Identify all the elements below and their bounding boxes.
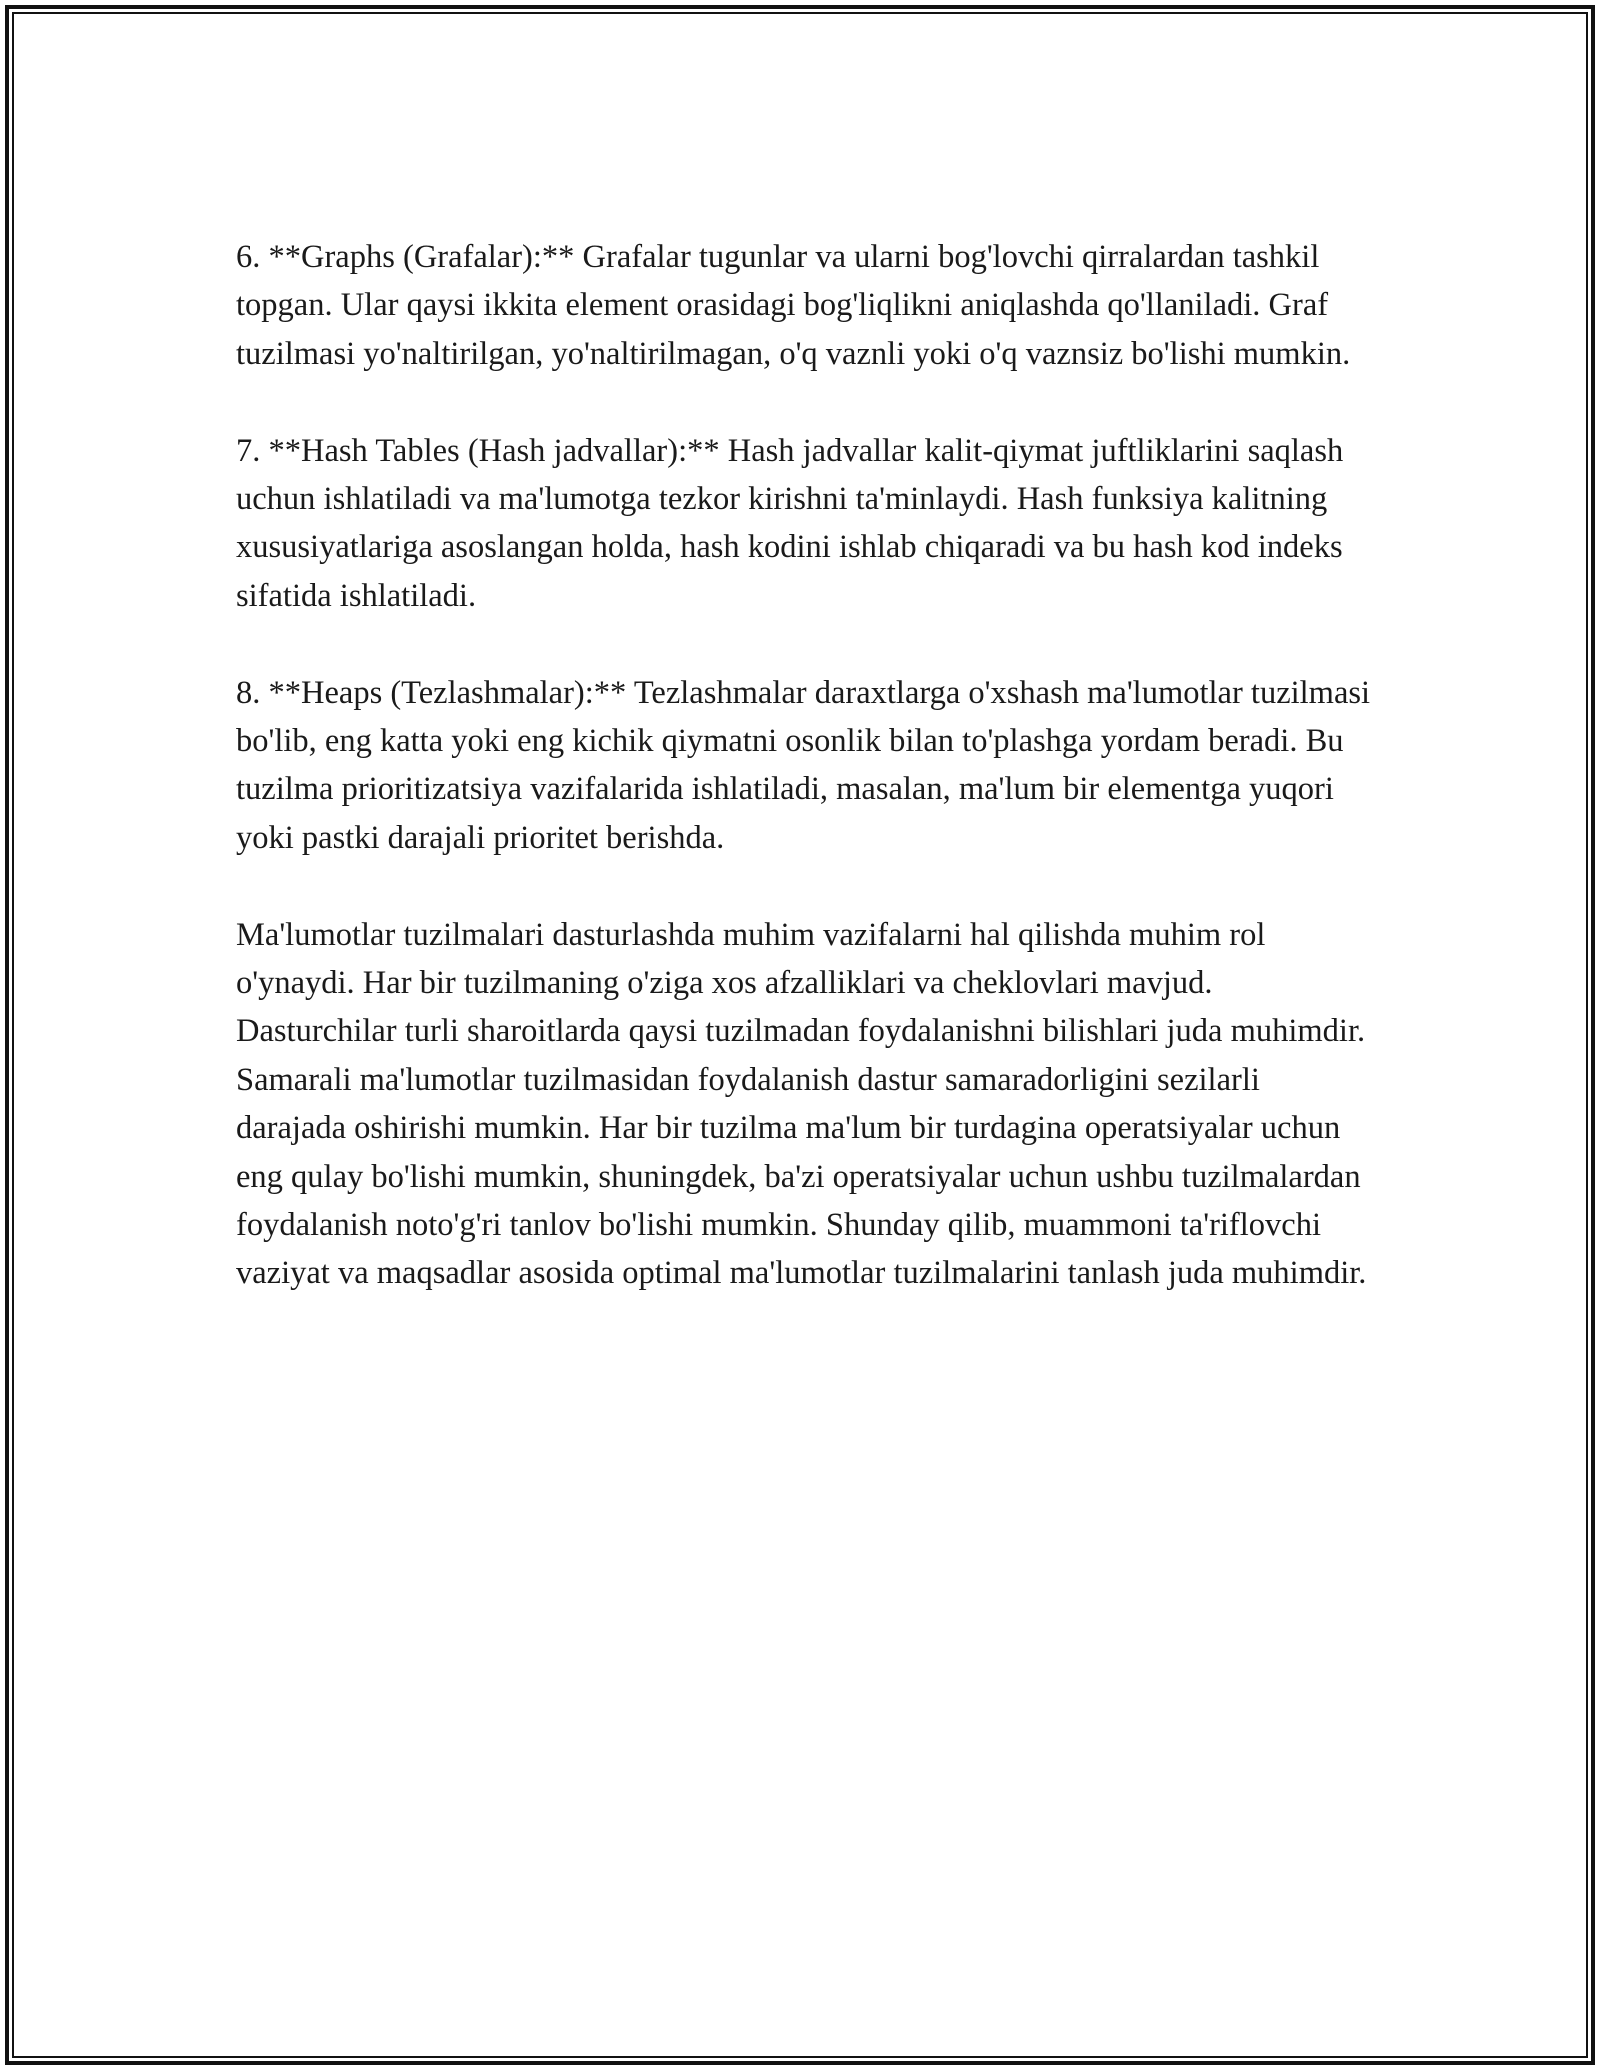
paragraph-conclusion: Ma'lumotlar tuzilmalari dasturlashda muhim vazifalarni hal qilishda muhim rol o'ynaydi. Har bir tuzilmaning o'ziga xos afzalliklari va cheklovlari mavjud. Dasturchilar turli sharoitlarda qaysi tuzilmadan foydalanishni bilishlari juda muhimdir. Samarali ma'lumotlar tuzilmasidan foydalanish dastur samaradorligini sezilarli darajada oshirishi mumkin. Har bir tuzilma ma'lum bir turdagina operatsiyalar uchun eng qulay bo'lishi mumkin, shuningdek, ba'zi operatsiyalar uchun ushbu tuzilmalardan foydalanish noto'g'ri tanlov bo'lishi mumkin. Shunday qilib, muammoni ta'riflovchi vaziyat va maqsadlar asosida optimal ma'lumotlar tuzilmalarini tanlash juda muhimdir. [236,916,1367,1292]
paragraph-graphs: 6. **Graphs (Grafalar):** Grafalar tugunlar va ularni bog'lovchi qirralardan tashkil topgan. Ular qaysi ikkita element orasidagi bog'liqlikni aniqlashda qo'llaniladi. Graf tuzilmasi yo'naltirilgan, yo'naltirilmagan, o'q vaznli yoki o'q vaznsiz bo'lishi mumkin. [236,239,1351,372]
paragraph-hash-tables: 7. **Hash Tables (Hash jadvallar):** Hash jadvallar kalit-qiymat juftliklarini saqlash uchun ishlatiladi va ma'lumotga tezkor kirishni ta'minlaydi. Hash funksiya kalitning xususiyatlariga asoslangan holda, hash kodini ishlab chiqaradi va bu hash kod indeks sifatida ishlatiladi. [236,432,1344,614]
paragraph-heaps: 8. **Heaps (Tezlashmalar):** Tezlashmalar daraxtlarga o'xshash ma'lumotlar tuzilmasi bo'lib, eng katta yoki eng kichik qiymatni osonlik bilan to'plashga yordam beradi. Bu tuzilma prioritizatsiya vazifalarida ishlatiladi, masalan, ma'lum bir elementga yuqori yoki pastki darajali prioritet berishda. [236,674,1371,856]
document-body [236,233,1376,1346]
